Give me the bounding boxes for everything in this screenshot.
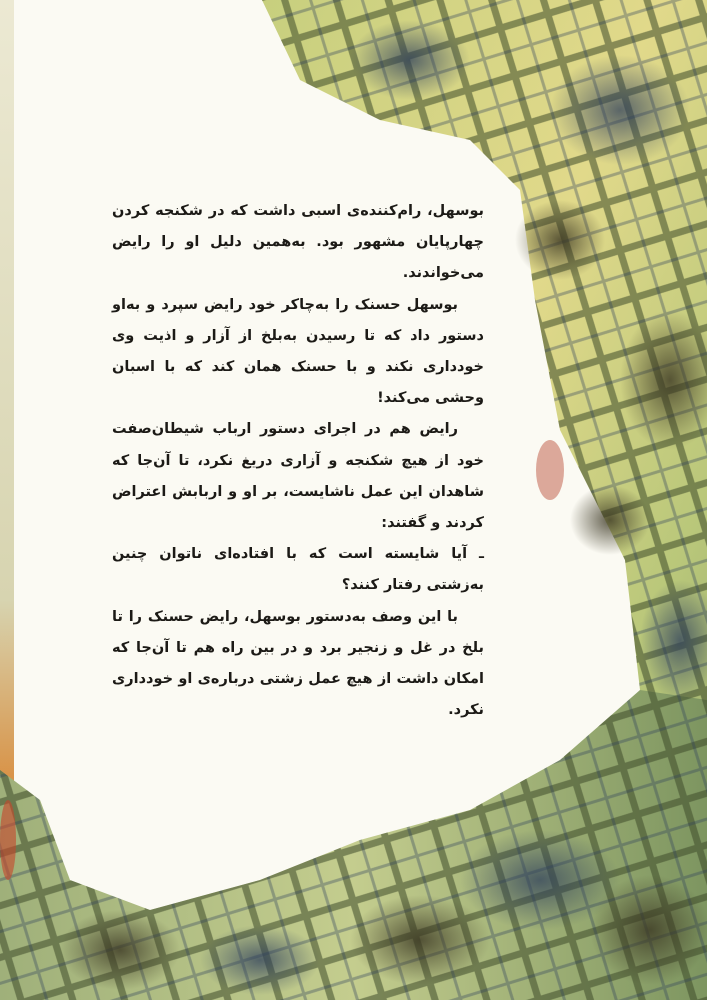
paragraph: با این وصف به‌دستور بوسهل، رایض حسنک را تا بلخ در غل و زنجیر برد و در بین راه هم تا آن‌جا که امکان داشت از هیچ عمل زشتی درباره‌ی او خودداری نکرد. (112, 608, 484, 719)
paragraph: رایض هم در اجرای دستور ارباب شیطان‌صفت خود از هیچ شکنجه و آزاری دریغ نکرد، تا آن‌جا که شاهدان این عمل ناشایست، بر او و اربابش اعتراض کردند و گفتند: (112, 421, 484, 532)
paragraph: بوسهل، رام‌کننده‌ی اسبی داشت که در شکنجه کردن چهارپایان مشهور بود. به‌همین دلیل او را رایض می‌خواندند. (112, 203, 484, 282)
paragraph: بوسهل حسنک را به‌چاکر خود رایض سپرد و به‌او دستور داد که تا رسیدن به‌بلخ از آزار و اذیت وی خودداری نکند و با حسنک همان کند که با اسبان وحشی می‌کند! (112, 296, 484, 407)
story-text (112, 196, 484, 726)
dialogue-line: ـ آیا شایسته است که با افتاده‌ای ناتوان چنین به‌زشتی رفتار کنند؟ (112, 546, 484, 594)
